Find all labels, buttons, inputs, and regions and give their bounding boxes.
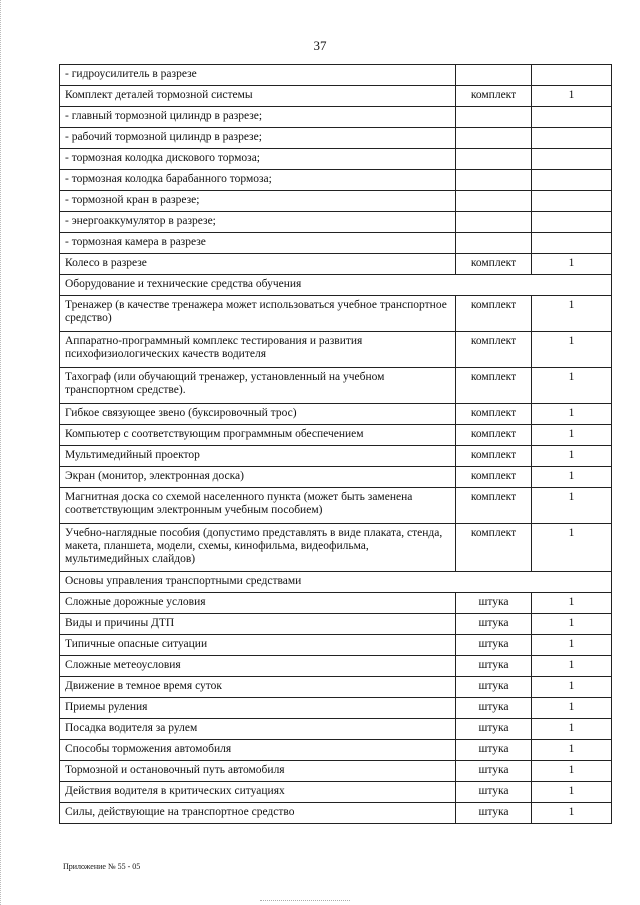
- cell-name: Приемы руления: [60, 698, 456, 719]
- cell-name: - тормозная камера в разрезе: [60, 233, 456, 254]
- cell-unit: штука: [456, 593, 532, 614]
- cell-unit: штука: [456, 614, 532, 635]
- cell-unit: штука: [456, 719, 532, 740]
- cell-qty: 1: [532, 593, 612, 614]
- section-row: [60, 572, 612, 593]
- table-row: [60, 233, 612, 254]
- table-row: [60, 719, 612, 740]
- section-row: [60, 275, 612, 296]
- page-number: 37: [313, 38, 327, 53]
- cell-name: - энергоаккумулятор в разрезе;: [60, 212, 456, 233]
- cell-qty: 1: [532, 296, 612, 332]
- cell-name: Учебно-наглядные пособия (допустимо представлять в виде плаката, стенда, макета, планшета, модели, схемы, кинофильма, видеофильма, мультимедийных слайдов): [60, 524, 456, 572]
- cell-qty: 1: [532, 254, 612, 275]
- cell-unit: комплект: [456, 524, 532, 572]
- section-title: Основы управления транспортными средствами: [60, 572, 612, 593]
- table-row: [60, 212, 612, 233]
- cell-unit: штука: [456, 656, 532, 677]
- table-row: [60, 65, 612, 86]
- cell-unit: комплект: [456, 296, 532, 332]
- cell-name: Сложные метеоусловия: [60, 656, 456, 677]
- cell-unit: штука: [456, 635, 532, 656]
- cell-qty: 1: [532, 803, 612, 824]
- cell-name: Типичные опасные ситуации: [60, 635, 456, 656]
- cell-qty: 1: [532, 677, 612, 698]
- table-row: [60, 296, 612, 332]
- cell-unit: штука: [456, 782, 532, 803]
- cell-name: Движение в темное время суток: [60, 677, 456, 698]
- table-row: [60, 614, 612, 635]
- table-row: [60, 425, 612, 446]
- cell-name: Тормозной и остановочный путь автомобиля: [60, 761, 456, 782]
- table-row: [60, 170, 612, 191]
- equipment-table-body: [60, 65, 612, 824]
- table-row: [60, 254, 612, 275]
- equipment-table: [59, 64, 612, 824]
- cell-name: Гибкое связующее звено (буксировочный трос): [60, 404, 456, 425]
- cell-unit: комплект: [456, 404, 532, 425]
- cell-qty: [532, 107, 612, 128]
- cell-unit: [456, 65, 532, 86]
- cell-name: - тормозная колодка дискового тормоза;: [60, 149, 456, 170]
- table-row: [60, 635, 612, 656]
- cell-unit: [456, 170, 532, 191]
- table-row: [60, 149, 612, 170]
- cell-name: Компьютер с соответствующим программным обеспечением: [60, 425, 456, 446]
- cell-name: - рабочий тормозной цилиндр в разрезе;: [60, 128, 456, 149]
- cell-unit: [456, 191, 532, 212]
- table-row: [60, 404, 612, 425]
- table-row: [60, 593, 612, 614]
- cell-unit: штука: [456, 677, 532, 698]
- cell-unit: штука: [456, 761, 532, 782]
- cell-qty: 1: [532, 761, 612, 782]
- cell-unit: комплект: [456, 467, 532, 488]
- table-row: [60, 656, 612, 677]
- cell-qty: [532, 149, 612, 170]
- table-row: [60, 761, 612, 782]
- cell-qty: 1: [532, 740, 612, 761]
- cell-name: Колесо в разрезе: [60, 254, 456, 275]
- table-row: [60, 677, 612, 698]
- cell-name: - тормозная колодка барабанного тормоза;: [60, 170, 456, 191]
- cell-qty: [532, 233, 612, 254]
- cell-qty: 1: [532, 332, 612, 368]
- cell-name: Аппаратно-программный комплекс тестирования и развития психофизиологических качеств водителя: [60, 332, 456, 368]
- table-row: [60, 782, 612, 803]
- cell-name: Мультимедийный проектор: [60, 446, 456, 467]
- table-row: [60, 698, 612, 719]
- table-row: [60, 488, 612, 524]
- scan-bottom-marks: [260, 900, 350, 902]
- table-row: [60, 524, 612, 572]
- cell-unit: комплект: [456, 425, 532, 446]
- cell-name: - гидроусилитель в разрезе: [60, 65, 456, 86]
- cell-qty: [532, 65, 612, 86]
- cell-name: Способы торможения автомобиля: [60, 740, 456, 761]
- cell-qty: [532, 170, 612, 191]
- cell-name: Силы, действующие на транспортное средство: [60, 803, 456, 824]
- table-row: [60, 191, 612, 212]
- cell-qty: [532, 212, 612, 233]
- cell-unit: комплект: [456, 86, 532, 107]
- table-row: [60, 128, 612, 149]
- cell-qty: [532, 128, 612, 149]
- cell-unit: штука: [456, 803, 532, 824]
- table-row: [60, 86, 612, 107]
- cell-unit: штука: [456, 740, 532, 761]
- table-row: [60, 107, 612, 128]
- cell-qty: 1: [532, 614, 612, 635]
- cell-qty: 1: [532, 467, 612, 488]
- cell-name: - тормозной кран в разрезе;: [60, 191, 456, 212]
- table-row: [60, 446, 612, 467]
- cell-qty: 1: [532, 488, 612, 524]
- cell-qty: 1: [532, 782, 612, 803]
- scan-edge-marks: [0, 0, 4, 905]
- cell-name: Магнитная доска со схемой населенного пункта (может быть заменена соответствующим электронным учебным пособием): [60, 488, 456, 524]
- cell-unit: [456, 149, 532, 170]
- cell-qty: [532, 191, 612, 212]
- cell-qty: 1: [532, 368, 612, 404]
- section-title: Оборудование и технические средства обучения: [60, 275, 612, 296]
- cell-unit: комплект: [456, 332, 532, 368]
- cell-qty: 1: [532, 404, 612, 425]
- cell-name: Тахограф (или обучающий тренажер, установленный на учебном транспортном средстве).: [60, 368, 456, 404]
- cell-name: Действия водителя в критических ситуациях: [60, 782, 456, 803]
- cell-name: Экран (монитор, электронная доска): [60, 467, 456, 488]
- cell-unit: комплект: [456, 488, 532, 524]
- cell-name: Виды и причины ДТП: [60, 614, 456, 635]
- table-row: [60, 467, 612, 488]
- cell-qty: 1: [532, 446, 612, 467]
- cell-name: Сложные дорожные условия: [60, 593, 456, 614]
- cell-qty: 1: [532, 86, 612, 107]
- table-row: [60, 803, 612, 824]
- cell-qty: 1: [532, 698, 612, 719]
- cell-qty: 1: [532, 425, 612, 446]
- table-row: [60, 740, 612, 761]
- cell-unit: комплект: [456, 368, 532, 404]
- table-row: [60, 368, 612, 404]
- cell-name: Посадка водителя за рулем: [60, 719, 456, 740]
- cell-unit: штука: [456, 698, 532, 719]
- cell-name: Комплект деталей тормозной системы: [60, 86, 456, 107]
- cell-unit: [456, 128, 532, 149]
- cell-name: - главный тормозной цилиндр в разрезе;: [60, 107, 456, 128]
- cell-qty: 1: [532, 656, 612, 677]
- cell-qty: 1: [532, 524, 612, 572]
- cell-unit: [456, 212, 532, 233]
- cell-unit: [456, 107, 532, 128]
- cell-qty: 1: [532, 719, 612, 740]
- cell-qty: 1: [532, 635, 612, 656]
- cell-unit: [456, 233, 532, 254]
- table-row: [60, 332, 612, 368]
- cell-name: Тренажер (в качестве тренажера может использоваться учебное транспортное средство): [60, 296, 456, 332]
- cell-unit: комплект: [456, 446, 532, 467]
- cell-unit: комплект: [456, 254, 532, 275]
- footer-annex-label: Приложение № 55 - 05: [63, 862, 141, 871]
